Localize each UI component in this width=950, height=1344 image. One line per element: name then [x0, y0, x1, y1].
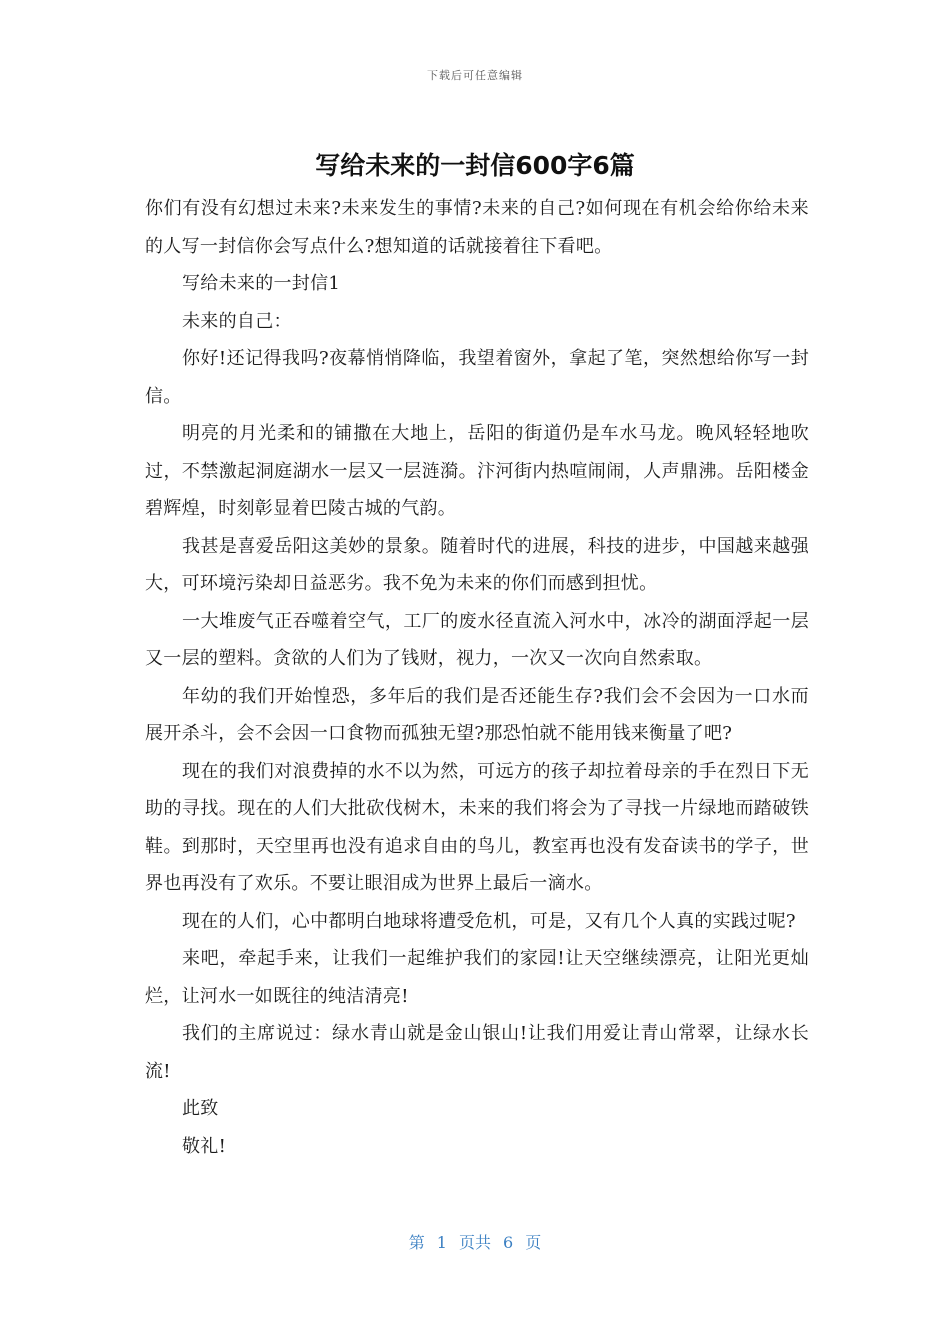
footer-middle: 页共	[458, 1233, 491, 1252]
footer-prefix: 第	[408, 1233, 425, 1252]
paragraph: 现在的我们对浪费掉的水不以为然，可远方的孩子却拉着母亲的手在烈日下无助的寻找。现在的人们大批砍伐树木，未来的我们将会为了寻找一片绿地而踏破铁鞋。到那时，天空里再也没有追求自由的鸟儿，教室再也没有发奋读书的学子，世界也再没有了欢乐。不要让眼泪成为世界上最后一滴水。	[145, 760, 809, 894]
footer-suffix: 页	[525, 1233, 542, 1252]
paragraph-letter-heading: 写给未来的一封信1	[182, 273, 341, 294]
document-title: 写给未来的一封信600字6篇	[315, 151, 635, 180]
paragraph: 我们的主席说过：绿水青山就是金山银山!让我们用爱让青山常翠，让绿水长流!	[145, 1023, 809, 1082]
paragraph: 年幼的我们开始惶恐，多年后的我们是否还能生存?我们会不会因为一口水而展开杀斗，会不会因一口食物而孤独无望?那恐怕就不能用钱来衡量了吧?	[145, 685, 809, 744]
paragraph-salutation: 未来的自己：	[182, 310, 292, 332]
header-note: 下载后可任意编辑	[427, 69, 523, 82]
footer-current-page: 1	[436, 1233, 447, 1252]
paragraph: 一大堆废气正吞噬着空气，工厂的废水径直流入河水中，冰冷的湖面浮起一层又一层的塑料。贪欲的人们为了钱财，视力，一次又一次向自然索取。	[145, 610, 809, 669]
paragraph: 来吧，牵起手来，让我们一起维护我们的家园!让天空继续漂亮，让阳光更灿烂，让河水一如既往的纯洁清亮!	[145, 948, 809, 1007]
paragraph: 我甚是喜爱岳阳这美妙的景象。随着时代的进展，科技的进步，中国越来越强大，可环境污染却日益恶劣。我不免为未来的你们而感到担忧。	[145, 535, 809, 594]
paragraph-closing: 敬礼!	[182, 1135, 227, 1157]
paragraph: 你好!还记得我吗?夜幕悄悄降临，我望着窗外，拿起了笔，突然想给你写一封信。	[145, 348, 809, 407]
page-footer	[0, 1230, 950, 1253]
document-body	[145, 190, 809, 1165]
paragraph-closing: 此致	[182, 1098, 219, 1119]
footer-total-pages: 6	[503, 1233, 514, 1252]
paragraph-intro: 你们有没有幻想过未来?未来发生的事情?未来的自己?如何现在有机会给你给未来的人写一封信你会写点什么?想知道的话就接着往下看吧。	[145, 198, 809, 257]
paragraph: 明亮的月光柔和的铺撒在大地上，岳阳的街道仍是车水马龙。晚风轻轻地吹过，不禁激起洞庭湖水一层又一层涟漪。汴河街内热喧闹闹，人声鼎沸。岳阳楼金碧辉煌，时刻彰显着巴陵古城的气韵。	[145, 423, 809, 519]
paragraph: 现在的人们，心中都明白地球将遭受危机，可是，又有几个人真的实践过呢?	[182, 910, 796, 932]
